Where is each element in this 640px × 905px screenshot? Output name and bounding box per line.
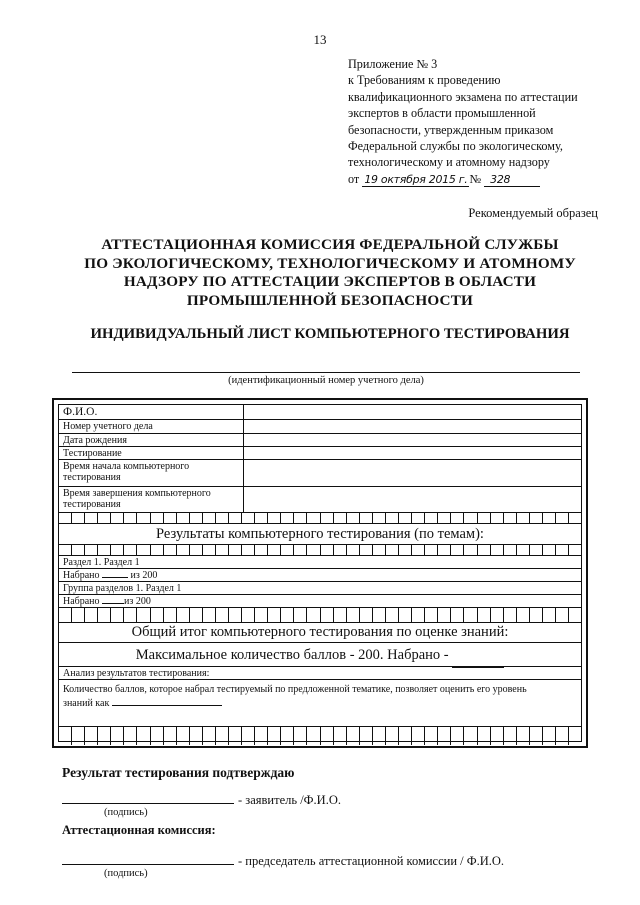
appendix-line: экспертов в области промышленной [348,106,536,121]
appendix-line: Федеральной службы по экологическому, [348,139,563,154]
fio-label: Ф.И.О. [63,406,98,418]
cells [59,545,581,555]
divider [243,487,244,512]
signature-caption-2: (подпись) [104,868,148,879]
number-prefix: № [469,171,482,186]
chairman-signature-label: - председатель аттестационной комиссии / Ф.И.О. [238,854,505,868]
row-fio[interactable] [59,405,581,420]
group-sections-label: Группа разделов 1. Раздел 1 [63,583,182,594]
applicant-signature-line[interactable] [62,803,234,804]
scored1-suffix: из 200 [130,570,158,581]
analysis-text-2: знаний как [63,698,110,709]
divider [243,460,244,486]
signature-caption-1: (подпись) [104,807,148,818]
analysis-text-line2 [63,697,577,711]
max-score-row[interactable] [59,643,581,667]
commission-title-line: ПРОМЫШЛЕННОЙ БЕЗОПАСНОСТИ [186,291,474,309]
row-start-time[interactable] [59,460,581,487]
divider [243,447,244,459]
row-record-number[interactable] [59,420,581,434]
appendix-note [348,56,618,188]
appendix-line: Приложение № 3 [348,57,438,71]
scored1-prefix: Набрано [63,570,100,581]
appendix-date-line [348,171,618,188]
row-section1 [59,556,581,569]
commission-title-line: АТТЕСТАЦИОННАЯ КОМИССИЯ ФЕДЕРАЛЬНОЙ СЛУЖБЫ [101,236,559,253]
handwritten-date: 19 октября 2015 г. [364,172,468,186]
max-score-text: Максимальное количество баллов - 200. Набрано - [135,647,449,663]
max-score-blank[interactable] [452,643,504,668]
scored1 [63,570,157,581]
cells [59,608,581,622]
handwritten-number: 328 [484,173,540,187]
appendix-line: квалификационного экзамена по аттестации [348,89,578,104]
total-result-heading: Общий итог компьютерного тестирования по оценке знаний: [59,623,581,643]
page-number: 13 [313,32,327,47]
results-by-topic-heading: Результаты компьютерного тестирования (по темам): [59,524,581,545]
end-time-label: Время завершения компьютерного тестирования [63,488,211,510]
confirm-title: Результат тестирования подтверждаю [62,765,295,780]
record-number-label: Номер учетного дела [63,421,153,432]
scored2-blank[interactable] [102,603,124,604]
divider [243,420,244,433]
scored2 [63,596,151,607]
id-number-line[interactable] [72,372,580,373]
cell-strip [59,608,581,623]
sheet-title: ИНДИВИДУАЛЬНЫЙ ЛИСТ КОМПЬЮТЕРНОГО ТЕСТИРОВАНИЯ [90,326,570,342]
analysis-label: Анализ результатов тестирования: [63,668,210,679]
commission-title-line: ПО ЭКОЛОГИЧЕСКОМУ, ТЕХНОЛОГИЧЕСКОМУ И АТОМНОМУ [84,254,576,272]
analysis-text [63,683,577,711]
row-end-time[interactable] [59,487,581,513]
row-scored1[interactable] [59,569,581,582]
row-testing[interactable] [59,447,581,460]
row-group-sections [59,582,581,595]
testing-label: Тестирование [63,448,122,459]
appendix-line: к Требованиям к проведению [348,73,501,88]
cells [59,727,581,745]
chairman-signature-line[interactable] [62,864,234,865]
testing-form [52,398,588,748]
birth-date-label: Дата рождения [63,435,127,446]
cell-strip [59,545,581,556]
row-analysis-text[interactable] [59,680,581,727]
cell-strip [59,513,581,524]
cell-strip [59,727,581,745]
commission-label: Аттестационная комиссия: [62,823,216,837]
row-birth-date[interactable] [59,434,581,447]
divider [243,405,244,419]
scored2-suffix: из 200 [124,596,151,607]
cells [59,513,581,523]
divider [243,434,244,446]
applicant-signature-label: - заявитель /Ф.И.О. [238,793,341,807]
section1-label: Раздел 1. Раздел 1 [63,557,140,568]
commission-title [60,236,600,310]
analysis-text-line1: Количество баллов, которое набрал тестируемый по предложенной тематике, позволяет оценить его уровень [63,684,527,695]
appendix-line: безопасности, утвержденным приказом [348,122,554,137]
id-number-caption: (идентификационный номер учетного дела) [228,375,424,386]
recommended-sample: Рекомендуемый образец [468,206,598,220]
knowledge-level-blank[interactable] [112,705,222,706]
date-prefix: от [348,171,360,186]
scored2-prefix: Набрано [63,596,100,607]
form-inner [58,404,582,742]
appendix-line: технологическому и атомному надзору [348,155,550,170]
commission-title-line: НАДЗОРУ ПО АТТЕСТАЦИИ ЭКСПЕРТОВ В ОБЛАСТИ [123,273,537,291]
row-analysis [59,667,581,680]
start-time-label: Время начала компьютерного тестирования [63,461,190,483]
scored1-blank[interactable] [102,577,128,578]
row-scored2[interactable] [59,595,581,608]
